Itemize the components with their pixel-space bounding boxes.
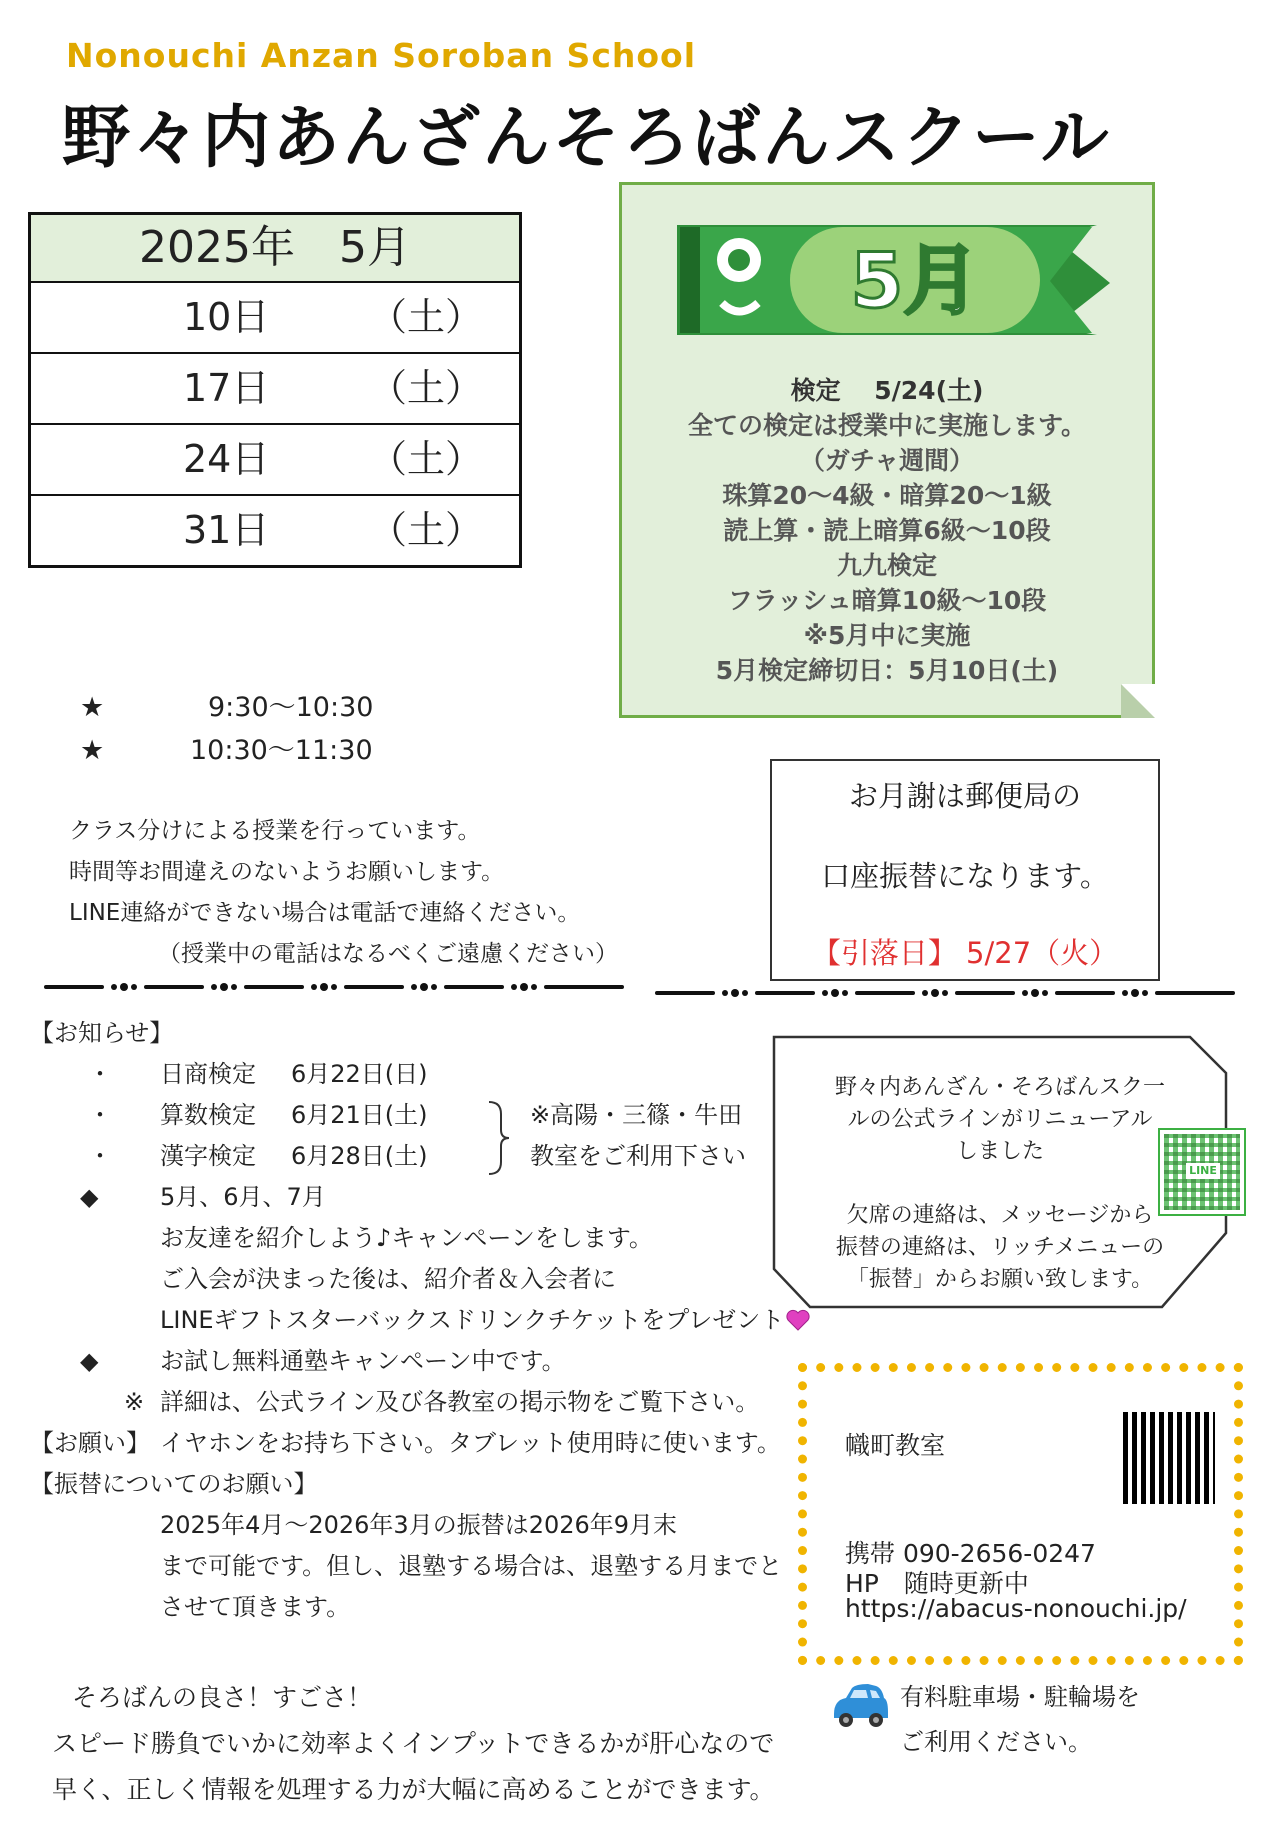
detail-text: 詳細は、公式ライン及び各教室の掲示物をご覧下さい。 bbox=[160, 1388, 760, 1416]
schedule-row bbox=[31, 283, 519, 354]
schedule-row bbox=[31, 496, 519, 565]
school-info-frame bbox=[798, 1363, 1243, 1665]
exam-note-line: 珠算20～4級・暗算20～1級 bbox=[722, 481, 1052, 510]
soroban-line: そろばんの良さ！すごさ！ bbox=[72, 1683, 373, 1712]
soroban-line: スピード勝負でいかに効率よくインプットできるかが肝心なので bbox=[52, 1729, 775, 1758]
diamond-bullet: ◆ bbox=[80, 1347, 99, 1375]
campaign-line: 5月、6月、7月 bbox=[160, 1183, 326, 1211]
exam-location-note: ※高陽・三篠・牛田 bbox=[530, 1101, 743, 1129]
class-info-line: 時間等お間違えのないようお願いします。 bbox=[69, 859, 505, 885]
notice-bullet: ・ bbox=[88, 1101, 112, 1129]
detail-mark: ※ bbox=[124, 1388, 145, 1416]
schedule-date: 10日 bbox=[183, 295, 270, 339]
divider-left bbox=[44, 978, 634, 996]
line-notice-text bbox=[800, 1072, 1200, 1296]
line-notice-line: 「振替」からお願い致します。 bbox=[846, 1267, 1154, 1292]
class-info-line: （授業中の電話はなるべくご遠慮ください） bbox=[158, 941, 618, 967]
campaign-line bbox=[160, 1300, 810, 1341]
school-url[interactable]: https://abacus-nonouchi.jp/ bbox=[845, 1594, 1187, 1623]
notice-bullet: ・ bbox=[88, 1142, 112, 1170]
schedule-weekday: （土） bbox=[369, 508, 484, 552]
divider-right bbox=[655, 984, 1245, 1002]
soroban-line: 早く、正しく情報を処理する力が大幅に高めることができます。 bbox=[52, 1775, 775, 1804]
notices-heading: 【お知らせ】 bbox=[30, 1019, 174, 1047]
star-icon: ★ bbox=[80, 735, 105, 766]
diamond-bullet: ◆ bbox=[80, 1183, 99, 1211]
fee-debit-date: 【引落日】 5/27（火） bbox=[811, 936, 1119, 970]
koinobori-text: 5月 bbox=[850, 236, 980, 325]
exam-name: 漢字検定 bbox=[160, 1142, 256, 1170]
school-hp: HP 随時更新中 bbox=[845, 1569, 1029, 1598]
exam-note-lines bbox=[622, 373, 1152, 688]
exam-date: 6月28日(土) bbox=[291, 1142, 428, 1170]
line-notice-line: 欠席の連絡は、メッセージから bbox=[846, 1203, 1154, 1228]
request-label: 【お願い】 bbox=[30, 1429, 150, 1457]
exam-date: 6月22日(日) bbox=[291, 1060, 428, 1088]
exam-note-line: 全ての検定は授業中に実施します。 bbox=[687, 411, 1086, 440]
exam-note-line: （ガチャ週間） bbox=[799, 446, 975, 475]
school-name: 幟町教室 bbox=[845, 1431, 946, 1460]
school-qr-code[interactable] bbox=[1123, 1412, 1215, 1504]
schedule-weekday: （土） bbox=[369, 366, 484, 410]
exam-note-line: 九九検定 bbox=[836, 551, 937, 580]
exam-date: 6月21日(土) bbox=[291, 1101, 428, 1129]
schedule-weekday: （土） bbox=[369, 437, 484, 481]
schedule-date: 24日 bbox=[183, 437, 270, 481]
class-info-line: クラス分けによる授業を行っています。 bbox=[69, 818, 481, 844]
line-notice-line: しました bbox=[955, 1139, 1044, 1164]
star-icon: ★ bbox=[80, 692, 105, 723]
request-text: イヤホンをお持ち下さい。タブレット使用時に使います。 bbox=[160, 1429, 781, 1457]
line-notice-spacer bbox=[800, 1168, 1200, 1200]
page-title: 野々内あんざんそろばんスクール bbox=[62, 99, 1111, 178]
line-notice-line: 野々内あんざん・そろばんスク一 bbox=[834, 1075, 1165, 1100]
transfer-line: まで可能です。但し、退塾する場合は、退塾する月までと bbox=[160, 1552, 783, 1580]
exam-note-line: ※5月中に実施 bbox=[803, 621, 971, 650]
class-info-line: LINE連絡ができない場合は電話で連絡ください。 bbox=[69, 900, 581, 926]
exam-note-line: フラッシュ暗算10級～10段 bbox=[727, 586, 1047, 615]
school-phone: 携帯 090-2656-0247 bbox=[845, 1539, 1096, 1568]
schedule-row bbox=[31, 354, 519, 425]
time-text: 9:30～10:30 bbox=[208, 692, 374, 723]
parking-line: ご利用ください。 bbox=[900, 1728, 1092, 1756]
exam-note bbox=[619, 182, 1155, 718]
fee-line: お月謝は郵便局の bbox=[848, 779, 1081, 813]
transfer-line: 2025年4月～2026年3月の振替は2026年9月末 bbox=[160, 1511, 678, 1539]
schedule-weekday: （土） bbox=[369, 295, 484, 339]
campaign-line: ご入会が決まった後は、紹介者＆入会者に bbox=[160, 1265, 616, 1293]
trial-campaign-text: お試し無料通塾キャンペーン中です。 bbox=[160, 1347, 566, 1375]
bracket-icon bbox=[483, 1100, 513, 1176]
time-slot bbox=[80, 728, 373, 767]
exam-note-line: 検定 5/24(土) bbox=[790, 376, 984, 405]
page-fold-shadow bbox=[1121, 684, 1155, 718]
line-qr-label: LINE bbox=[1186, 1163, 1220, 1179]
schedule-date: 17日 bbox=[183, 366, 270, 410]
exam-name: 算数検定 bbox=[160, 1101, 256, 1129]
line-notice-line: ルの公式ラインがリニューアル bbox=[847, 1107, 1153, 1132]
schedule-row bbox=[31, 425, 519, 496]
campaign-line-text: LINEギフトスターバックスドリンクチケットをプレゼント bbox=[160, 1306, 785, 1334]
schedule-table bbox=[28, 212, 522, 568]
fee-box bbox=[770, 759, 1160, 981]
campaign-line: お友達を紹介しよう♪キャンペーンをします。 bbox=[160, 1224, 653, 1252]
schedule-month-header: 2025年 5月 bbox=[31, 215, 519, 283]
exam-name: 日商検定 bbox=[160, 1060, 256, 1088]
car-icon bbox=[828, 1684, 890, 1728]
koinobori-icon bbox=[622, 185, 1158, 345]
parking-line: 有料駐車場・駐輪場を bbox=[900, 1683, 1140, 1711]
english-title: Nonouchi Anzan Soroban School bbox=[66, 36, 697, 75]
transfer-heading: 【振替についてのお願い】 bbox=[30, 1470, 318, 1498]
time-slot bbox=[80, 685, 373, 724]
fee-line: 口座振替になります。 bbox=[821, 859, 1109, 893]
line-qr-code[interactable] bbox=[1158, 1128, 1246, 1216]
transfer-line: させて頂きます。 bbox=[160, 1593, 351, 1621]
heart-icon bbox=[786, 1309, 810, 1331]
schedule-date: 31日 bbox=[183, 508, 270, 552]
exam-note-line: 読上算・読上暗算6級～10段 bbox=[723, 516, 1051, 545]
exam-note-line: 5月検定締切日：5月10日(土) bbox=[715, 656, 1059, 685]
line-notice-line: 振替の連絡は、リッチメニューの bbox=[835, 1235, 1165, 1260]
time-text: 10:30～11:30 bbox=[190, 735, 373, 766]
exam-location-note: 教室をご利用下さい bbox=[530, 1142, 746, 1170]
notice-bullet: ・ bbox=[88, 1060, 112, 1088]
